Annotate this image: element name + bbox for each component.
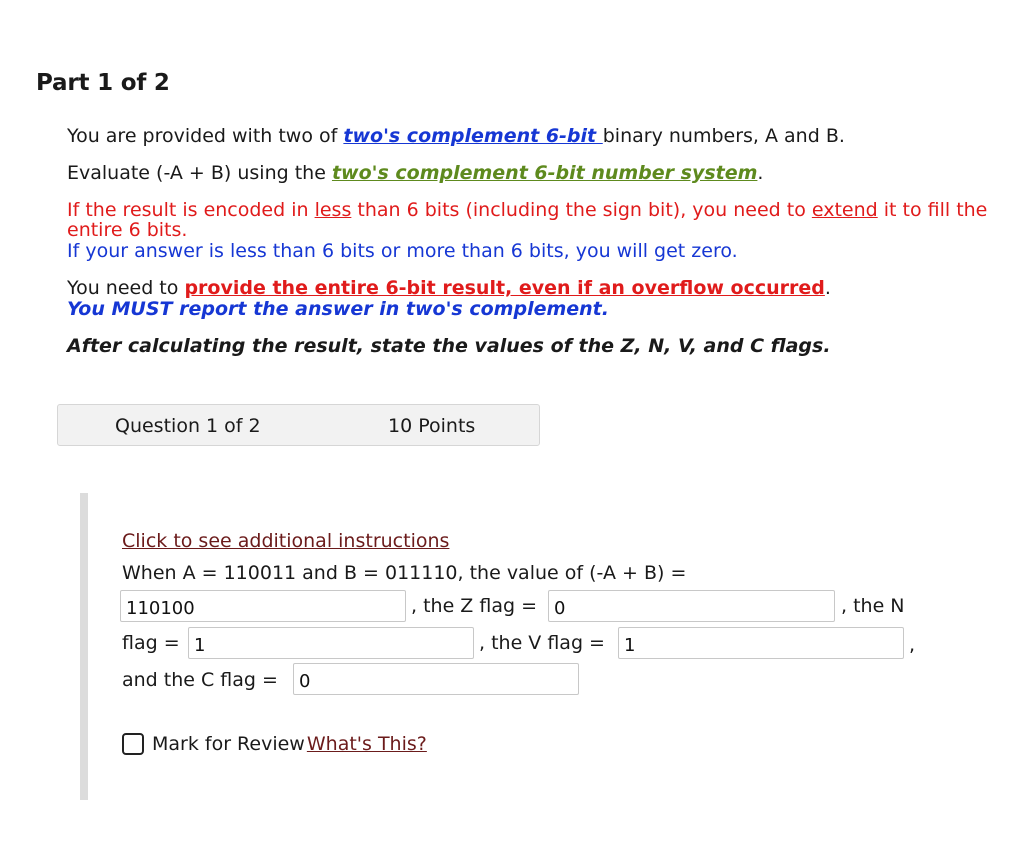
mark-for-review: [122, 733, 427, 755]
intro-line-1: [67, 125, 845, 147]
z-flag-input[interactable]: [548, 590, 835, 622]
v-flag-input[interactable]: [618, 627, 904, 659]
question-prompt: When A = 110011 and B = 011110, the value of (-A + B) =: [122, 562, 687, 584]
intro-line-3-a: If the result is encoded in: [67, 199, 315, 221]
intro-line-3-b: than 6 bits (including the sign bit), you need to: [351, 199, 812, 221]
number-system-link[interactable]: two's complement 6-bit number system: [331, 162, 758, 184]
extend-emphasis: extend: [811, 199, 878, 221]
v-flag-label: , the V flag =: [479, 632, 605, 654]
question-header: [57, 404, 540, 446]
intro-line-3: [67, 199, 987, 221]
intro-line-5-pre: You need to: [67, 277, 185, 299]
n-flag-label: , the N: [841, 595, 905, 617]
additional-instructions-link[interactable]: Click to see additional instructions: [122, 530, 450, 552]
intro-line-2-post: .: [757, 162, 764, 184]
intro-line-2-pre: Evaluate (-A + B) using the: [67, 162, 332, 184]
intro-line-5-post: .: [824, 277, 831, 299]
part-title: Part 1 of 2: [36, 70, 170, 96]
intro-line-7: After calculating the result, state the values of the Z, N, V, and C flags.: [67, 335, 831, 357]
n-flag-label-cont: flag =: [122, 632, 180, 654]
c-flag-input[interactable]: [293, 663, 579, 695]
less-emphasis: less: [314, 199, 352, 221]
intro-line-3-c: it to fill the: [877, 199, 988, 221]
intro-line-3-wrap: entire 6 bits.: [67, 219, 188, 241]
question-number: Question 1 of 2: [115, 415, 261, 437]
intro-line-2: [67, 162, 763, 184]
intro-line-4: If your answer is less than 6 bits or more than 6 bits, you will get zero.: [67, 240, 738, 262]
intro-line-1-pre: You are provided with two of: [67, 125, 344, 147]
c-flag-label: and the C flag =: [122, 669, 278, 691]
z-flag-label: , the Z flag =: [411, 595, 537, 617]
question-points: 10 Points: [388, 415, 476, 437]
intro-line-5: [67, 277, 831, 299]
mark-for-review-checkbox[interactable]: [122, 733, 144, 755]
question-body-divider: [80, 493, 88, 800]
intro-line-1-post: binary numbers, A and B.: [602, 125, 845, 147]
intro-line-6: You MUST report the answer in two's complement.: [67, 298, 609, 320]
trailing-comma: ,: [909, 634, 916, 656]
mark-for-review-label: Mark for Review: [152, 733, 305, 755]
whats-this-link[interactable]: What's This?: [306, 733, 427, 755]
twos-complement-6bit-link[interactable]: two's complement 6-bit: [343, 125, 603, 147]
result-input[interactable]: [120, 590, 406, 622]
overflow-requirement-link[interactable]: provide the entire 6-bit result, even if an overflow occurred: [184, 277, 825, 299]
n-flag-input[interactable]: [188, 627, 474, 659]
